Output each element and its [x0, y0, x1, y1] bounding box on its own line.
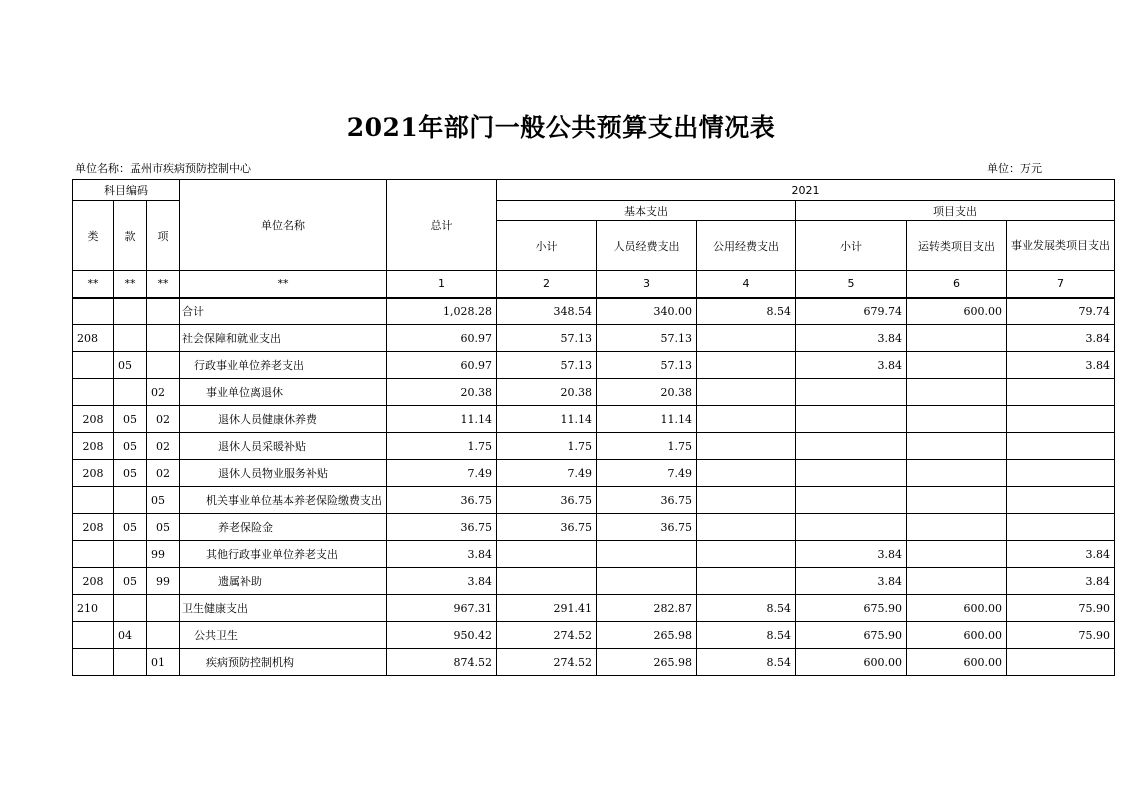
table-row: [73, 541, 1115, 568]
amount-cell: [1007, 406, 1115, 433]
amount-cell: 36.75: [387, 514, 497, 541]
item-name-cell: 卫生健康支出: [180, 595, 387, 622]
lei-code-cell: 208: [73, 460, 114, 487]
lei-code-cell: [73, 379, 114, 406]
item-name-cell: 其他行政事业单位养老支出: [180, 541, 387, 568]
amount-cell: 3.84: [796, 568, 907, 595]
amount-cell: 36.75: [497, 487, 597, 514]
amount-cell: 1.75: [497, 433, 597, 460]
header-basic-subtotal: 小计: [497, 221, 597, 271]
kuan-code-cell: [114, 487, 147, 514]
amount-cell: [796, 406, 907, 433]
xiang-code-cell: 02: [147, 460, 180, 487]
header-mark-cell: 6: [907, 271, 1007, 298]
table-row: [73, 406, 1115, 433]
amount-cell: [697, 406, 796, 433]
xiang-code-cell: 05: [147, 514, 180, 541]
amount-cell: 291.41: [497, 595, 597, 622]
header-mark-cell: **: [147, 271, 180, 298]
amount-cell: 11.14: [597, 406, 697, 433]
amount-cell: 8.54: [697, 298, 796, 325]
amount-cell: 7.49: [497, 460, 597, 487]
kuan-code-cell: 05: [114, 406, 147, 433]
amount-cell: 75.90: [1007, 622, 1115, 649]
amount-cell: [796, 487, 907, 514]
kuan-code-cell: [114, 541, 147, 568]
amount-cell: [907, 487, 1007, 514]
amount-cell: 3.84: [796, 352, 907, 379]
header-mark-cell: 3: [597, 271, 697, 298]
lei-code-cell: [73, 649, 114, 676]
amount-cell: [697, 325, 796, 352]
header-mark-cell: **: [180, 271, 387, 298]
lei-code-cell: 208: [73, 406, 114, 433]
item-name-cell: 行政事业单位养老支出: [180, 352, 387, 379]
amount-cell: 36.75: [597, 514, 697, 541]
amount-cell: 675.90: [796, 622, 907, 649]
amount-cell: 36.75: [597, 487, 697, 514]
header-project-expenditure: 项目支出: [796, 201, 1115, 221]
amount-cell: [796, 379, 907, 406]
unit-name-label: 单位名称：孟州市疾病预防控制中心: [75, 162, 251, 175]
amount-cell: [907, 325, 1007, 352]
amount-cell: 1.75: [387, 433, 497, 460]
item-name-cell: 养老保险金: [180, 514, 387, 541]
amount-cell: 3.84: [796, 541, 907, 568]
amount-cell: 340.00: [597, 298, 697, 325]
amount-cell: 3.84: [1007, 325, 1115, 352]
kuan-code-cell: 05: [114, 352, 147, 379]
table-row: [73, 622, 1115, 649]
header-kuan: 款: [114, 201, 147, 271]
amount-cell: 282.87: [597, 595, 697, 622]
table-row: [73, 514, 1115, 541]
item-name-cell: 退休人员健康休养费: [180, 406, 387, 433]
amount-cell: 57.13: [597, 352, 697, 379]
amount-cell: [796, 460, 907, 487]
kuan-code-cell: [114, 649, 147, 676]
header-project-subtotal: 小计: [796, 221, 907, 271]
amount-cell: 3.84: [1007, 352, 1115, 379]
amount-cell: [907, 568, 1007, 595]
header-development-project: 事业发展类项目支出: [1007, 221, 1115, 271]
kuan-code-cell: 05: [114, 433, 147, 460]
table-row: [73, 649, 1115, 676]
amount-cell: [907, 406, 1007, 433]
amount-cell: 36.75: [497, 514, 597, 541]
amount-cell: [597, 541, 697, 568]
amount-cell: 57.13: [497, 325, 597, 352]
amount-cell: [907, 460, 1007, 487]
item-name-cell: 公共卫生: [180, 622, 387, 649]
amount-cell: 679.74: [796, 298, 907, 325]
xiang-code-cell: 99: [147, 568, 180, 595]
amount-cell: 79.74: [1007, 298, 1115, 325]
lei-code-cell: 210: [73, 595, 114, 622]
amount-cell: [1007, 433, 1115, 460]
item-name-cell: 机关事业单位基本养老保险缴费支出: [180, 487, 387, 514]
amount-cell: 1,028.28: [387, 298, 497, 325]
amount-cell: 11.14: [497, 406, 597, 433]
table-row: [73, 325, 1115, 352]
amount-cell: [697, 460, 796, 487]
amount-cell: 8.54: [697, 595, 796, 622]
amount-cell: 600.00: [907, 298, 1007, 325]
amount-cell: 57.13: [497, 352, 597, 379]
xiang-code-cell: 99: [147, 541, 180, 568]
kuan-code-cell: 05: [114, 514, 147, 541]
amount-cell: [497, 541, 597, 568]
amount-cell: 265.98: [597, 622, 697, 649]
lei-code-cell: 208: [73, 325, 114, 352]
amount-cell: [697, 352, 796, 379]
kuan-code-cell: [114, 595, 147, 622]
header-public-expense: 公用经费支出: [697, 221, 796, 271]
amount-cell: 874.52: [387, 649, 497, 676]
budget-table: [72, 179, 1115, 676]
xiang-code-cell: [147, 595, 180, 622]
amount-cell: 950.42: [387, 622, 497, 649]
lei-code-cell: [73, 541, 114, 568]
xiang-code-cell: [147, 325, 180, 352]
amount-cell: 348.54: [497, 298, 597, 325]
amount-cell: 20.38: [387, 379, 497, 406]
amount-cell: [697, 487, 796, 514]
header-code-group: 科目编码: [73, 180, 180, 201]
amount-cell: 274.52: [497, 622, 597, 649]
amount-cell: 600.00: [907, 595, 1007, 622]
xiang-code-cell: 02: [147, 406, 180, 433]
currency-unit-label: 单位：万元: [987, 162, 1042, 175]
header-dept-name: 单位名称: [180, 180, 387, 271]
lei-code-cell: [73, 622, 114, 649]
amount-cell: 967.31: [387, 595, 497, 622]
header-mark-cell: 5: [796, 271, 907, 298]
amount-cell: 1.75: [597, 433, 697, 460]
amount-cell: 8.54: [697, 649, 796, 676]
item-name-cell: 疾病预防控制机构: [180, 649, 387, 676]
table-row: [73, 298, 1115, 325]
kuan-code-cell: [114, 325, 147, 352]
amount-cell: 8.54: [697, 622, 796, 649]
amount-cell: [907, 352, 1007, 379]
table-row: [73, 460, 1115, 487]
amount-cell: [907, 514, 1007, 541]
amount-cell: [697, 514, 796, 541]
kuan-code-cell: 05: [114, 568, 147, 595]
amount-cell: [1007, 649, 1115, 676]
xiang-code-cell: 02: [147, 433, 180, 460]
xiang-code-cell: 01: [147, 649, 180, 676]
amount-cell: 11.14: [387, 406, 497, 433]
header-year: 2021: [497, 180, 1115, 201]
header-total: 总计: [387, 180, 497, 271]
page-title: 2021年部门一般公共预算支出情况表: [346, 113, 776, 142]
item-name-cell: 合计: [180, 298, 387, 325]
amount-cell: [907, 541, 1007, 568]
amount-cell: 265.98: [597, 649, 697, 676]
lei-code-cell: [73, 352, 114, 379]
lei-code-cell: 208: [73, 433, 114, 460]
item-name-cell: 退休人员采暖补贴: [180, 433, 387, 460]
amount-cell: 274.52: [497, 649, 597, 676]
amount-cell: [697, 379, 796, 406]
kuan-code-cell: [114, 298, 147, 325]
amount-cell: 600.00: [907, 649, 1007, 676]
amount-cell: 600.00: [907, 622, 1007, 649]
amount-cell: 3.84: [1007, 541, 1115, 568]
xiang-code-cell: [147, 352, 180, 379]
amount-cell: 57.13: [597, 325, 697, 352]
amount-cell: [907, 433, 1007, 460]
amount-cell: 20.38: [497, 379, 597, 406]
amount-cell: [796, 514, 907, 541]
header-mark-cell: 2: [497, 271, 597, 298]
xiang-code-cell: 02: [147, 379, 180, 406]
amount-cell: 60.97: [387, 352, 497, 379]
header-mark-cell: 1: [387, 271, 497, 298]
header-xiang: 项: [147, 201, 180, 271]
header-personnel: 人员经费支出: [597, 221, 697, 271]
header-mark-cell: **: [73, 271, 114, 298]
lei-code-cell: [73, 298, 114, 325]
item-name-cell: 遗属补助: [180, 568, 387, 595]
table-row: [73, 433, 1115, 460]
amount-cell: 3.84: [387, 541, 497, 568]
amount-cell: 60.97: [387, 325, 497, 352]
header-mark-cell: 7: [1007, 271, 1115, 298]
header-mark-cell: **: [114, 271, 147, 298]
amount-cell: 7.49: [597, 460, 697, 487]
kuan-code-cell: 05: [114, 460, 147, 487]
header-transfer-project: 运转类项目支出: [907, 221, 1007, 271]
amount-cell: [1007, 460, 1115, 487]
header-marks-row: [73, 271, 1115, 298]
item-name-cell: 社会保障和就业支出: [180, 325, 387, 352]
xiang-code-cell: [147, 298, 180, 325]
xiang-code-cell: 05: [147, 487, 180, 514]
amount-cell: [796, 433, 907, 460]
kuan-code-cell: [114, 379, 147, 406]
lei-code-cell: 208: [73, 568, 114, 595]
kuan-code-cell: 04: [114, 622, 147, 649]
lei-code-cell: 208: [73, 514, 114, 541]
header-row-1: [73, 180, 1115, 201]
amount-cell: 20.38: [597, 379, 697, 406]
amount-cell: [697, 541, 796, 568]
amount-cell: 3.84: [1007, 568, 1115, 595]
header-basic-expenditure: 基本支出: [497, 201, 796, 221]
table-row: [73, 568, 1115, 595]
amount-cell: [1007, 487, 1115, 514]
header-lei: 类: [73, 201, 114, 271]
amount-cell: [1007, 514, 1115, 541]
item-name-cell: 退休人员物业服务补贴: [180, 460, 387, 487]
amount-cell: 675.90: [796, 595, 907, 622]
amount-cell: [907, 379, 1007, 406]
lei-code-cell: [73, 487, 114, 514]
amount-cell: [1007, 379, 1115, 406]
amount-cell: [697, 568, 796, 595]
amount-cell: 7.49: [387, 460, 497, 487]
amount-cell: 3.84: [387, 568, 497, 595]
table-row: [73, 379, 1115, 406]
table-row: [73, 487, 1115, 514]
amount-cell: 36.75: [387, 487, 497, 514]
amount-cell: 600.00: [796, 649, 907, 676]
amount-cell: [497, 568, 597, 595]
item-name-cell: 事业单位离退休: [180, 379, 387, 406]
amount-cell: [597, 568, 697, 595]
header-mark-cell: 4: [697, 271, 796, 298]
amount-cell: 75.90: [1007, 595, 1115, 622]
amount-cell: [697, 433, 796, 460]
xiang-code-cell: [147, 622, 180, 649]
table-row: [73, 595, 1115, 622]
table-row: [73, 352, 1115, 379]
amount-cell: 3.84: [796, 325, 907, 352]
